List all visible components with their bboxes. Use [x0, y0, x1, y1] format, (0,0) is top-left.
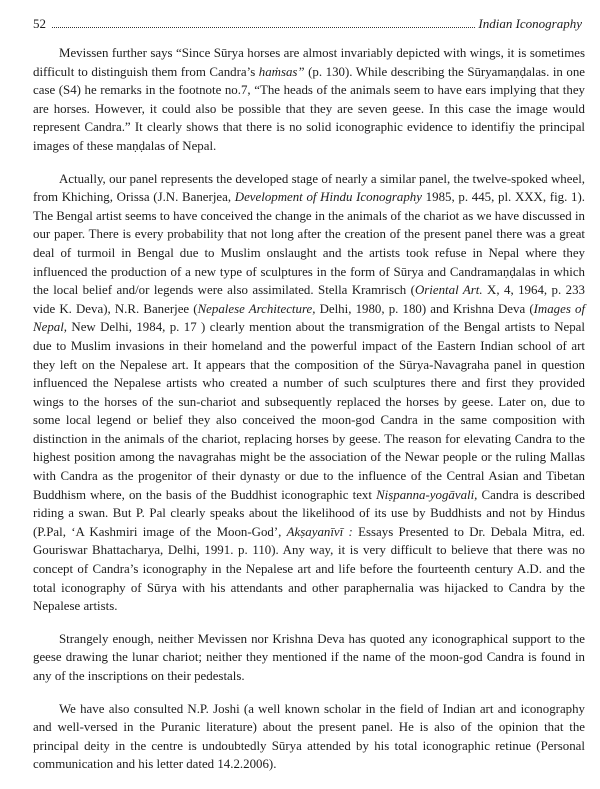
text-run: X, 4, 1964, p. 233 vide K. Deva), N.R. Banerjee (: [33, 283, 586, 316]
text-run: (p. 130). While describing the Sūryamaṇḍalas. in one case (S4) he remarks in the footnote no.7, “The heads of the animals seem to have ears implying that they are horses. However, it could also be possible that they are seven geese. In this case the image would represent Candra.” It clearly shows that there is no solid iconographic evidence to identifiy the principal images of these maṇḍalas of Nepal.: [33, 64, 585, 153]
running-title: Indian Iconography: [478, 16, 582, 31]
text-run: Essays Presented to Dr. Debala Mitra, ed. Gouriswar Bhattacharya, Delhi, 1991. p. 110). Any way, it is very difficult to believe that there was no concept of Candra’s iconography in the Nepalese art and life before the fourteenth century A.D. and the total iconography of Sūrya with his attendants and other paraphernalia was hijacked to Candra by the Nepalese artists.: [33, 524, 585, 614]
body-text: [33, 44, 585, 774]
text-run: Candra is described riding a swan. But P. Pal clearly speaks about the likelihood of its use by Buddhists and not by Hindus (P.Pal, ‘A Kashmiri image of the Moon-God’,: [33, 487, 585, 539]
paragraph-3: [33, 630, 585, 686]
page-header: [33, 14, 582, 32]
header-dotted-leader: [52, 27, 475, 28]
italic-text: Nepalese Architecture,: [197, 301, 316, 316]
italic-text: haṁsas”: [258, 64, 305, 79]
text-run: Actually, our panel represents the developed stage of nearly a similar panel, the twelve-spoked wheel, from Khiching, Orissa (J.N. Banerjea,: [33, 171, 585, 205]
text-run: New Delhi, 1984, p. 17 ) clearly mention about the transmigration of the Bengal artists to Nepal due to Muslim invasions in their homeland and the powerful impact of the Eastern Indian school of art they left on the Nepalese art. It appears that the composition of the Sūrya-Navagraha panel in question influenced the Nepalese artists who created a number of such sculptures there and first they provided wings to the horses of the sun-chariot and subsequently replaced the horses by geese. Later on, due to some local legend or belief they also conceived the moon-god Candra in the same composition with distinction in the animals of the chariot, replacing horses by geese. The reason for elevating Candra to the highest position among the navagrahas might be the association of the Newar people or the ruling Mallas with Candra as the progenitor of their dynasty or due to the influence of the Central Asian and Tibetan Buddhism where, on the basis of the Buddhist iconographic text: [33, 320, 585, 502]
italic-text: Images of Nepal,: [33, 301, 586, 335]
italic-text: Oriental Art.: [414, 283, 483, 298]
italic-text: Niṣpanna-yogāvali,: [376, 487, 478, 502]
text-run: 1985, p. 445, pl. XXX, fig. 1). The Bengal artist seems to have conceived the change in the animals of the chariot as we have discussed in our paper. There is every probability that not long after the creation of the present panel there was a great deal of turmoil in Bengal due to Muslim onslaught and the artists took refuse in Nepal where they influenced the production of a new type of sculptures in the form of Sūrya and Candramaṇḍalas in which the local belief and/or legends were also assimilated. Stella Kramrisch (: [33, 190, 585, 298]
italic-text: Akṣayanīvī :: [286, 524, 353, 539]
paragraph-2: [33, 170, 585, 616]
text-run: Delhi, 1980, p. 180) and Krishna Deva (: [315, 301, 534, 316]
text-run: We have also consulted N.P. Joshi (a well known scholar in the field of Indian art and iconography and well-versed in the Puranic literature) about the present panel. He is also of the opinion that the principal deity in the centre is undoubtedly Sūrya attended by his total iconographic retinue (Personal communication and his letter dated 14.2.2006).: [33, 701, 585, 772]
paragraph-1: [33, 44, 585, 156]
italic-text: Development of Hindu Iconography: [234, 190, 422, 205]
text-run: Strangely enough, neither Mevissen nor Krishna Deva has quoted any iconographical support to the geese drawing the lunar chariot; neither they mentioned if the name of the moon-god Candra is found in any of the inscriptions on their pedestals.: [33, 631, 585, 683]
page-number: 52: [33, 16, 46, 31]
paragraph-4: [33, 700, 585, 774]
text-run: Mevissen further says “Since Sūrya horses are almost invariably depicted with wings, it is sometimes difficult to distinguish them from Candra’s: [33, 46, 585, 79]
